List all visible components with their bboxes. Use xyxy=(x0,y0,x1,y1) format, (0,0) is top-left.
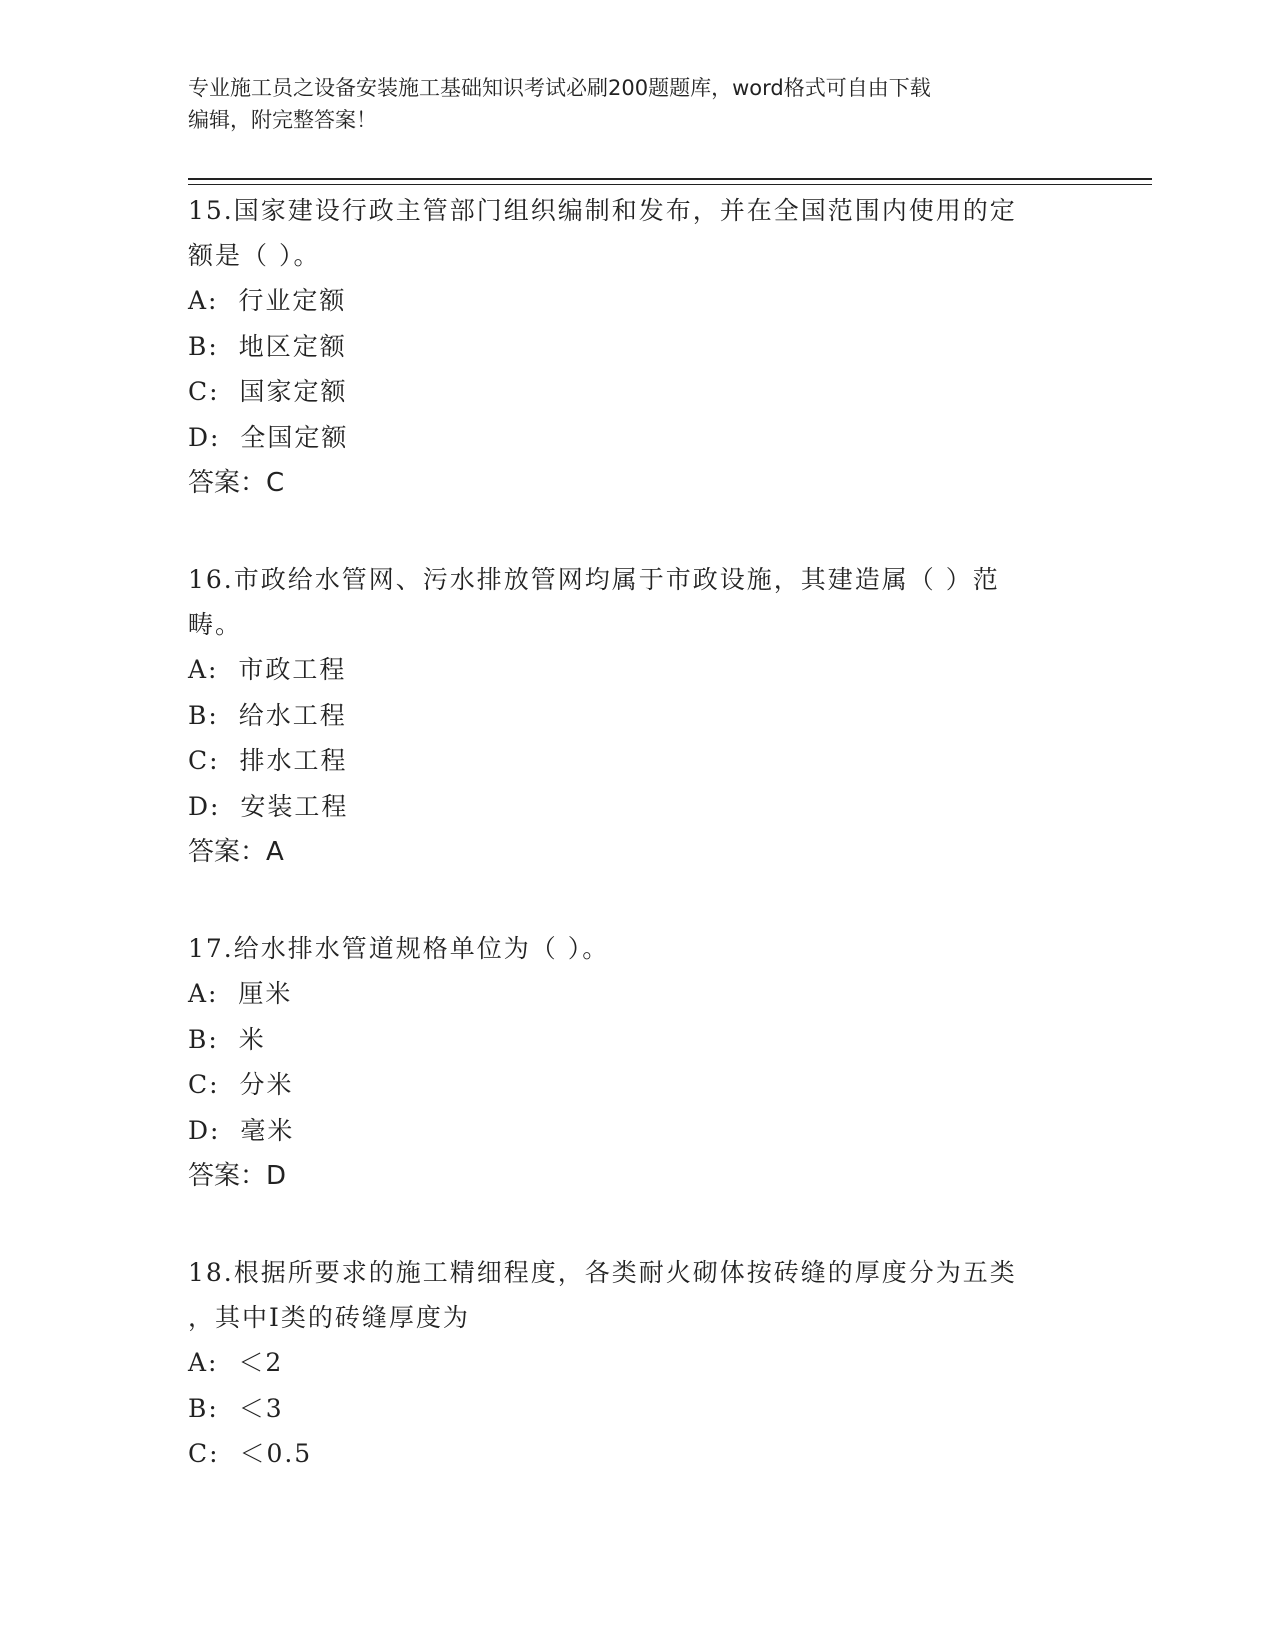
option-b: B: 给水工程 xyxy=(188,700,347,730)
question-17 xyxy=(188,926,1088,1199)
question-stem-line: 16.市政给水管网、污水排放管网均属于市政设施，其建造属（ ）范 xyxy=(188,565,1000,594)
question-stem-line: 额是（ ）。 xyxy=(188,241,321,270)
option-a: A: ＜2 xyxy=(188,1348,284,1377)
option-b: B: 米 xyxy=(188,1024,266,1054)
question-stem-line: 18.根据所要求的施工精细程度，各类耐火砌体按砖缝的厚度分为五类 xyxy=(188,1258,1017,1287)
question-list xyxy=(188,188,1088,1528)
header-divider-thick xyxy=(188,178,1152,180)
answer-line: 答案：A xyxy=(188,837,284,867)
document-header xyxy=(188,72,1088,136)
question-stem-line: 15.国家建设行政主管部门组织编制和发布，并在全国范围内使用的定 xyxy=(188,196,1017,225)
option-a: A: 行业定额 xyxy=(188,286,347,315)
header-line-2: 编辑，附完整答案！ xyxy=(188,108,377,132)
option-b: B: ＜3 xyxy=(188,1393,284,1423)
question-stem-line: ，其中Ⅰ类的砖缝厚度为 xyxy=(188,1303,470,1332)
question-stem-line: 17.给水排水管道规格单位为（ ）。 xyxy=(188,934,610,963)
option-a: A: 厘米 xyxy=(188,979,293,1008)
option-a: A: 市政工程 xyxy=(188,655,347,684)
option-c: C: 分米 xyxy=(188,1070,294,1099)
question-16 xyxy=(188,557,1088,875)
option-d: D: 全国定额 xyxy=(188,422,349,452)
option-c: C: ＜0.5 xyxy=(188,1439,313,1468)
option-d: D: 安装工程 xyxy=(188,791,349,821)
question-stem-line: 畴。 xyxy=(188,610,243,639)
option-b: B: 地区定额 xyxy=(188,331,347,361)
option-c: C: 排水工程 xyxy=(188,746,348,775)
question-15 xyxy=(188,188,1088,506)
answer-line: 答案：D xyxy=(188,1161,287,1191)
option-d: D: 毫米 xyxy=(188,1115,295,1145)
option-c: C: 国家定额 xyxy=(188,377,348,406)
header-line-1: 专业施工员之设备安装施工基础知识考试必刷200题题库，word格式可自由下载 xyxy=(188,76,931,100)
answer-line: 答案：C xyxy=(188,468,285,498)
header-divider-thin xyxy=(188,184,1152,185)
question-18 xyxy=(188,1250,1088,1477)
